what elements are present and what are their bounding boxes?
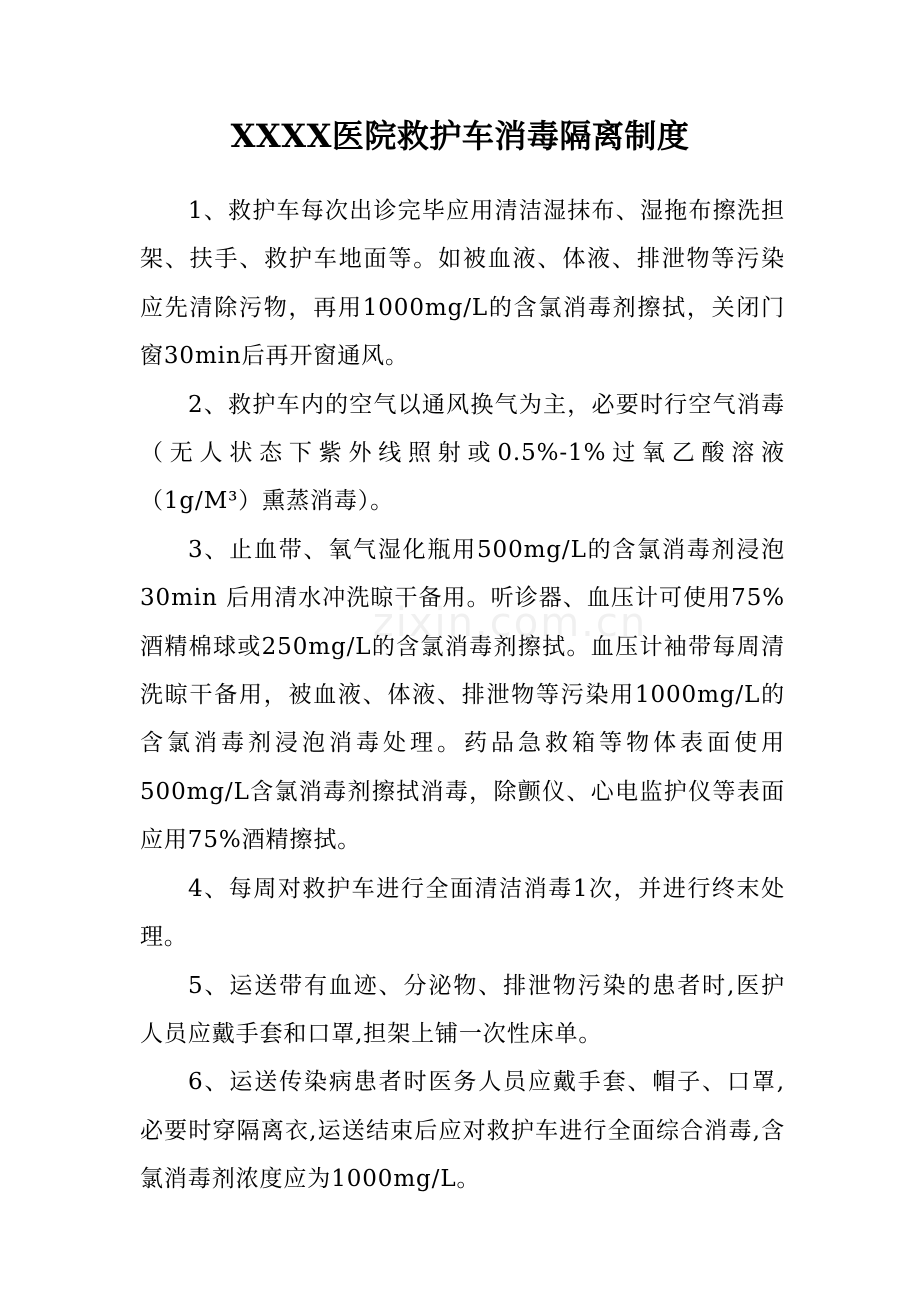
paragraph-3: 3、止血带、氧气湿化瓶用500mg/L的含氯消毒剂浸泡30min 后用清水冲洗晾干备用。听诊器、血压计可使用75%酒精棉球或250mg/L的含氯消毒剂擦拭。血压计袖带每周清洗晾干备用，被血液、体液、排泄物等污染用1000mg/L的含氯消毒剂浸泡消毒处理。药品急救箱等物体表面使用500mg/L含氯消毒剂擦拭消毒，除颤仪、心电监护仪等表面应用75%酒精擦拭。 bbox=[140, 536, 785, 854]
document-body bbox=[140, 187, 785, 1204]
document-title: XXXX医院救护车消毒隔离制度 bbox=[230, 117, 690, 155]
paragraph-4: 4、每周对救护车进行全面清洁消毒1次，并进行终末处理。 bbox=[140, 875, 785, 951]
paragraph-5: 5、运送带有血迹、分泌物、排泄物污染的患者时,医护人员应戴手套和口罩,担架上铺一次性床单。 bbox=[140, 972, 785, 1047]
watermark: zixin.com.cn bbox=[372, 600, 648, 646]
paragraph-2: 2、救护车内的空气以通风换气为主，必要时行空气消毒（无人状态下紫外线照射或0.5%-1%过氧乙酸溶液（1g/M³）熏蒸消毒）。 bbox=[140, 391, 785, 515]
paragraph-6: 6、运送传染病患者时医务人员应戴手套、帽子、口罩,必要时穿隔离衣,运送结束后应对救护车进行全面综合消毒,含氯消毒剂浓度应为1000mg/L。 bbox=[140, 1069, 785, 1193]
paragraph-1: 1、救护车每次出诊完毕应用清洁湿抹布、湿拖布擦洗担架、扶手、救护车地面等。如被血液、体液、排泄物等污染应先清除污物，再用1000mg/L的含氯消毒剂擦拭，关闭门窗30min后再开窗通风。 bbox=[140, 198, 785, 370]
